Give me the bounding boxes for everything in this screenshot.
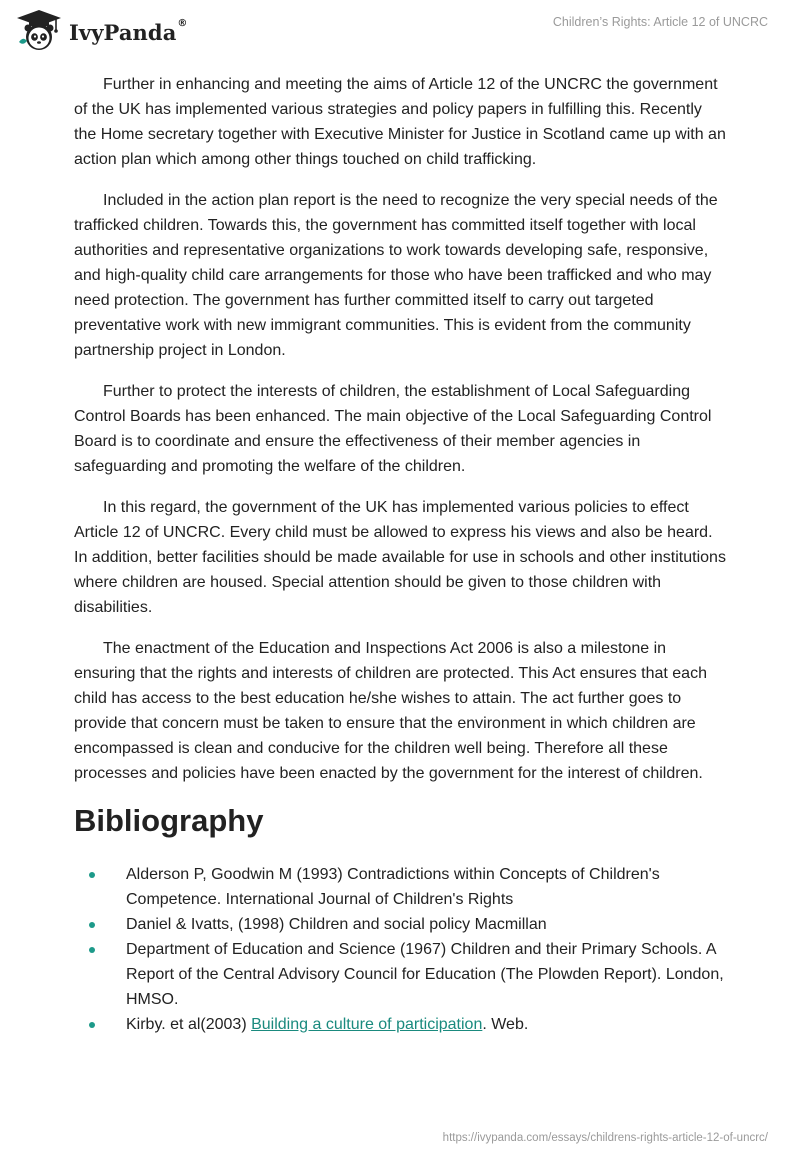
- bibliography-item-text: Daniel & Ivatts, (1998) Children and social policy Macmillan: [126, 916, 547, 933]
- bullet-icon: [89, 872, 95, 878]
- essay-paragraph: Included in the action plan report is the need to recognize the very special needs of the trafficked children. Towards this, the government has committed itself together with local authorities and representative organizations to work towards developing safe, responsive, and high-quality child care arrangements for those who have been trafficked and who may need protection. The government has further committed itself to carry out targeted preventative work with new immigrant communities. This is evident from the community partnership project in London.: [74, 192, 718, 359]
- essay-paragraph: In this regard, the government of the UK has implemented various policies to effect Article 12 of UNCRC. Every child must be allowed to express his views and also be heard. In addition, better facilities should be made available for use in schools and other institutions where children are housed. Special attention should be given to those children with disabilities.: [74, 499, 726, 616]
- essay-paragraph: Further to protect the interests of children, the establishment of Local Safeguarding Control Boards has been enhanced. The main objective of the Local Safeguarding Control Board is to coordinate and ensure the effectiveness of their member agencies in safeguarding and promoting the welfare of the children.: [74, 383, 712, 475]
- bibliography-item: [74, 862, 726, 912]
- bibliography-item-prefix: Kirby. et al(2003): [126, 1016, 252, 1033]
- bibliography-item-text: Alderson P, Goodwin M (1993) Contradictions within Concepts of Children's Competence. International Journal of Children's Rights: [126, 866, 660, 908]
- page-header: [0, 0, 800, 60]
- bullet-icon: [89, 947, 95, 953]
- panda-graduate-icon: [15, 8, 63, 52]
- brand-logo[interactable]: [15, 8, 188, 52]
- bibliography-item: [74, 912, 726, 937]
- bullet-icon: [89, 922, 95, 928]
- essay-content: [74, 72, 726, 1037]
- bibliography-list: [74, 862, 726, 1037]
- bibliography-item: [74, 937, 726, 1012]
- registered-mark: ®: [177, 17, 188, 29]
- bullet-icon: [89, 1022, 95, 1028]
- bibliography-source-link[interactable]: Building a culture of participation: [251, 1016, 483, 1033]
- bibliography-item: [74, 1012, 726, 1037]
- footer-url: https://ivypanda.com/essays/childrens-rights-article-12-of-uncrc/: [442, 1132, 768, 1144]
- bibliography-item-suffix: . Web.: [482, 1016, 529, 1033]
- document-title: Children’s Rights: Article 12 of UNCRC: [552, 15, 768, 29]
- essay-paragraph: Further in enhancing and meeting the aims of Article 12 of the UNCRC the government of the UK has implemented various strategies and policy papers in fulfilling this. Recently the Home secretary together with Executive Minister for Justice in Scotland came up with an action plan which among other things touched on child trafficking.: [74, 76, 726, 168]
- bibliography-item-text: Department of Education and Science (1967) Children and their Primary Schools. A Report of the Central Advisory Council for Education (The Plowden Report). London, HMSO.: [126, 941, 724, 1008]
- essay-paragraph: The enactment of the Education and Inspections Act 2006 is also a milestone in ensuring that the rights and interests of children are protected. This Act ensures that each child has access to the best education he/she wishes to attain. The act further goes to provide that concern must be taken to ensure that the environment in which children are encompassed is clean and conducive for the children well being. Therefore all these processes and policies have been enacted by the government for the interest of children.: [74, 640, 707, 782]
- brand-name: IvyPanda®: [69, 17, 188, 45]
- bibliography-heading: Bibliography: [74, 803, 264, 838]
